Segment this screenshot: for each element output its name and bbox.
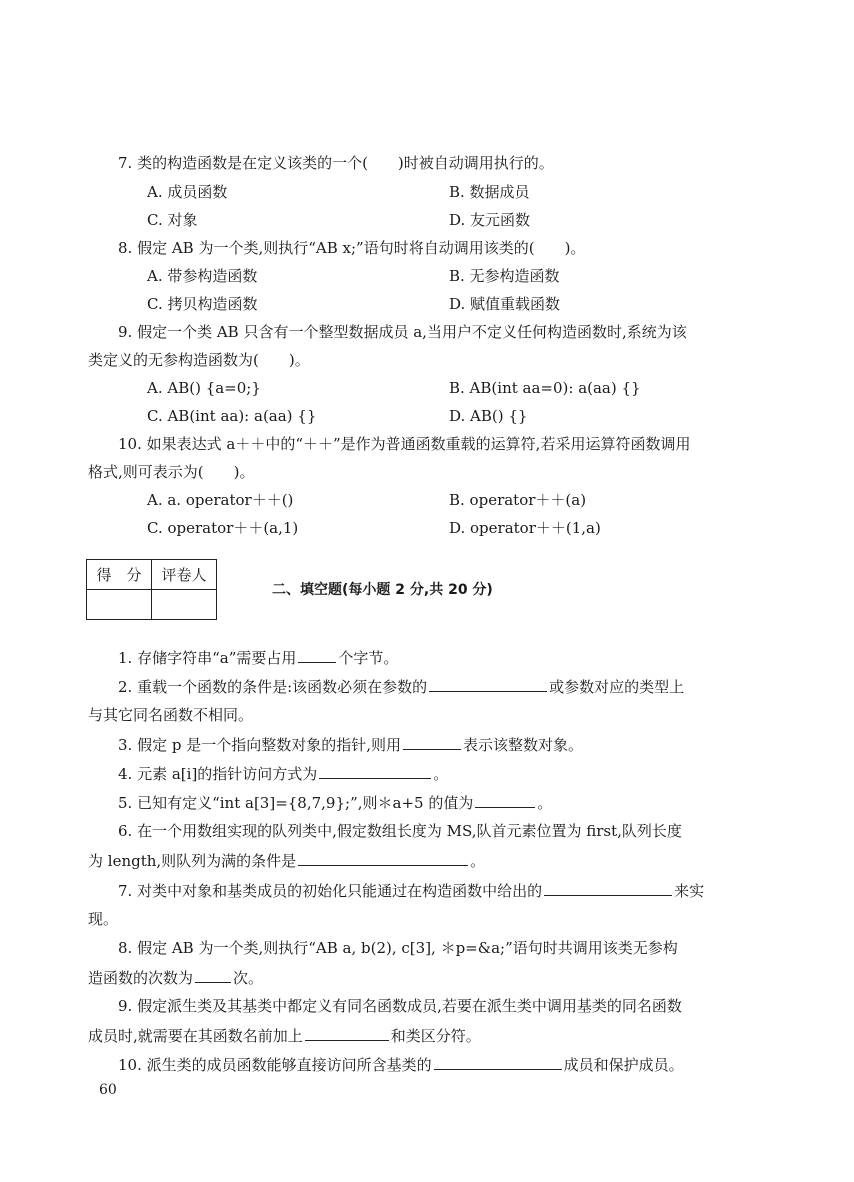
fill-q10-text-end: 成员和保护成员。 (563, 1056, 684, 1074)
fill-q5-text-end: 。 (537, 794, 553, 812)
mc-q9-stem-line1: 9. 假定一个类 AB 只含有一个整型数据成员 a,当用户不定义任何构造函数时,系统为该 (118, 323, 687, 341)
fill-q3-text-end: 表示该整数对象。 (463, 736, 584, 754)
mc-q10-stem-line2: 格式,则可表示为( )。 (88, 463, 255, 481)
fill-q10-blank[interactable] (434, 1054, 562, 1070)
mc-q8-option-a: A. 带参构造函数 (147, 267, 258, 285)
fill-q1-text-end: 个字节。 (338, 649, 399, 667)
fill-q10-text: 10. 派生类的成员函数能够直接访问所含基类的 (118, 1056, 432, 1074)
fill-q3-blank[interactable] (403, 734, 461, 750)
fill-q8-blank[interactable] (195, 967, 231, 983)
mc-q10-stem-line1: 10. 如果表达式 a＋＋中的“＋＋”是作为普通函数重载的运算符,若采用运算符函数调用 (118, 435, 691, 453)
mc-q8-option-d: D. 赋值重载函数 (449, 295, 561, 313)
mc-q7-stem: 7. 类的构造函数是在定义该类的一个( )时被自动调用执行的。 (118, 154, 554, 172)
fill-q10 (118, 1054, 684, 1075)
fill-q8-text: 造函数的次数为 (88, 969, 194, 987)
fill-q4 (118, 763, 448, 784)
mc-q7-option-d: D. 友元函数 (449, 211, 531, 229)
fill-q7-text-end: 来实 (674, 882, 705, 900)
mc-q10-option-a: A. a. operator＋＋() (147, 491, 294, 509)
fill-q3 (118, 734, 583, 755)
fill-q6-text-end: 。 (470, 852, 486, 870)
mc-q9-stem-line2: 类定义的无参构造函数为( )。 (88, 351, 310, 369)
fill-q4-blank[interactable] (319, 763, 431, 779)
mc-q10-option-c: C. operator＋＋(a,1) (147, 519, 299, 537)
fill-q2-text: 2. 重载一个函数的条件是:该函数必须在参数的 (118, 678, 428, 696)
fill-q2-text-end: 或参数对应的类型上 (549, 678, 685, 696)
fill-q3-text: 3. 假定 p 是一个指向整数对象的指针,则用 (118, 736, 401, 754)
fill-q8-line1: 8. 假定 AB 为一个类,则执行“AB a, b(2), c[3], ＊p=&a;”语句时共调用该类无参构 (118, 939, 678, 957)
fill-q2-line2: 与其它同名函数不相同。 (88, 706, 254, 724)
mc-q9-option-d: D. AB() {} (449, 407, 528, 425)
fill-q4-text: 4. 元素 a[i]的指针访问方式为 (118, 765, 318, 783)
section-title: 二、填空题(每小题 2 分,共 20 分) (272, 582, 493, 598)
fill-q7-blank[interactable] (544, 880, 672, 896)
fill-q7 (118, 880, 704, 901)
grader-cell (152, 590, 217, 620)
mc-q10-option-b: B. operator＋＋(a) (449, 491, 587, 509)
score-cell (87, 590, 152, 620)
mc-q7-option-b: B. 数据成员 (449, 183, 530, 201)
page-number: 60 (99, 1082, 117, 1098)
fill-q1 (118, 647, 398, 668)
mc-q8-stem: 8. 假定 AB 为一个类,则执行“AB x;”语句时将自动调用该类的( )。 (118, 239, 586, 257)
fill-q6-text: 为 length,则队列为满的条件是 (88, 852, 297, 870)
fill-q2-blank[interactable] (429, 676, 547, 692)
mc-q10-option-d: D. operator＋＋(1,a) (449, 519, 601, 537)
fill-q8-text-end: 次。 (233, 969, 264, 987)
fill-q5 (118, 792, 552, 813)
fill-q9-line1: 9. 假定派生类及其基类中都定义有同名函数成员,若要在派生类中调用基类的同名函数 (118, 997, 682, 1015)
score-table (86, 559, 217, 620)
mc-q8-option-c: C. 拷贝构造函数 (147, 295, 258, 313)
mc-q7-option-a: A. 成员函数 (147, 183, 228, 201)
fill-q8 (88, 967, 263, 988)
fill-q9-text-end: 和类区分符。 (390, 1027, 481, 1045)
fill-q1-blank[interactable] (298, 647, 336, 663)
mc-q9-option-c: C. AB(int aa): a(aa) {} (147, 407, 317, 425)
fill-q6-line1: 6. 在一个用数组实现的队列类中,假定数组长度为 MS,队首元素位置为 first,队列长度 (118, 822, 682, 840)
fill-q6-blank[interactable] (298, 850, 468, 866)
fill-q5-text: 5. 已知有定义“int a[3]={8,7,9};”,则＊a+5 的值为 (118, 794, 474, 812)
score-header: 得 分 (87, 560, 152, 590)
fill-q7-text: 7. 对类中对象和基类成员的初始化只能通过在构造函数中给出的 (118, 882, 543, 900)
fill-q1-text: 1. 存储字符串“a”需要占用 (118, 649, 297, 667)
fill-q9 (88, 1025, 481, 1046)
fill-q2 (118, 676, 684, 697)
fill-q9-text: 成员时,就需要在其函数名前加上 (88, 1027, 303, 1045)
mc-q7-option-c: C. 对象 (147, 211, 198, 229)
fill-q4-text-end: 。 (433, 765, 449, 783)
mc-q8-option-b: B. 无参构造函数 (449, 267, 560, 285)
mc-q9-option-b: B. AB(int aa=0): a(aa) {} (449, 379, 641, 397)
grader-header: 评卷人 (152, 560, 217, 590)
fill-q7-line2: 现。 (88, 910, 119, 928)
fill-q5-blank[interactable] (475, 792, 535, 808)
mc-q9-option-a: A. AB() {a=0;} (147, 379, 261, 397)
fill-q6 (88, 850, 485, 871)
fill-q9-blank[interactable] (305, 1025, 389, 1041)
